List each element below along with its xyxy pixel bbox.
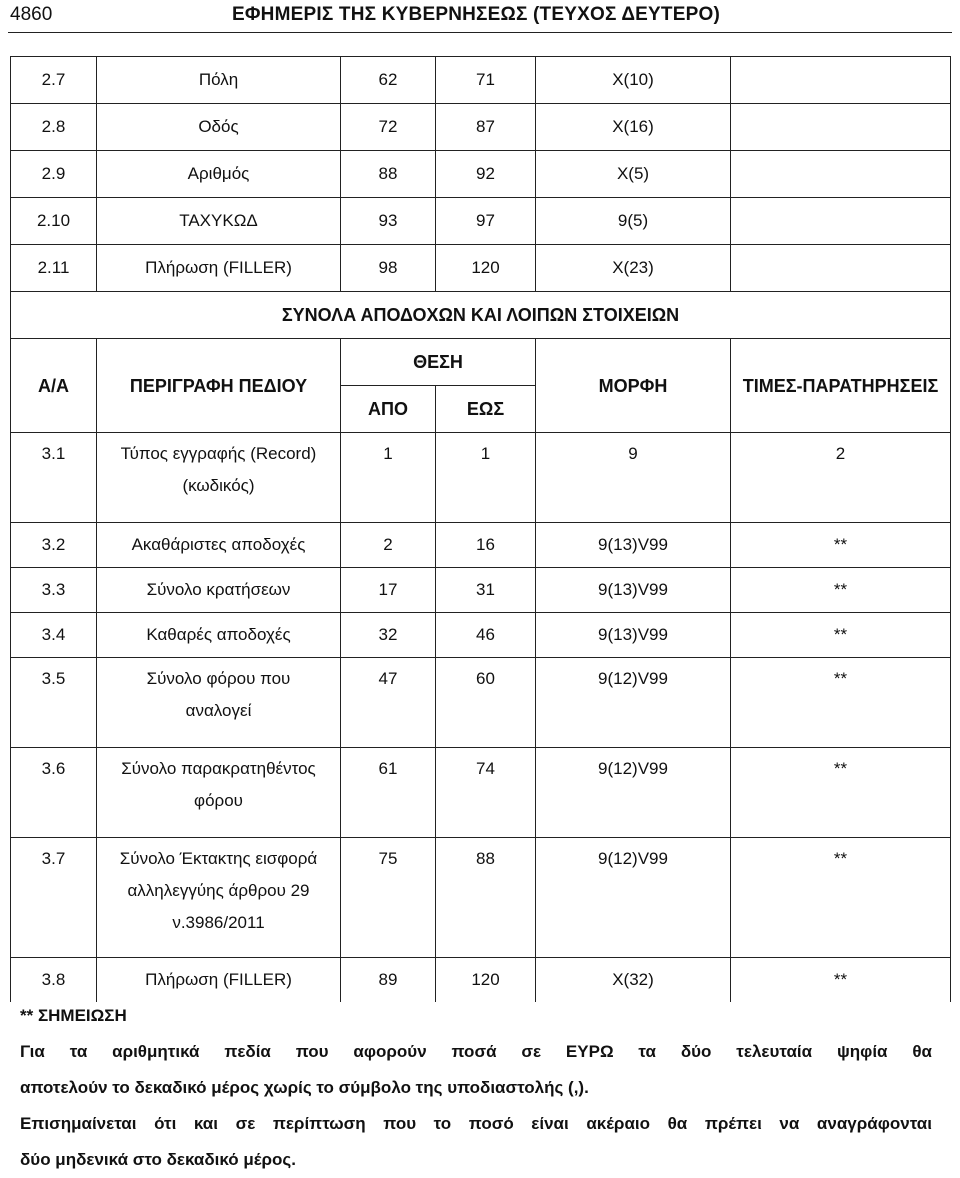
field-notes xyxy=(731,104,951,151)
table-row xyxy=(11,838,951,958)
field-notes xyxy=(731,57,951,104)
position-from: 47 xyxy=(341,658,436,748)
field-format: Χ(16) xyxy=(536,104,731,151)
row-number: 2.7 xyxy=(11,57,97,104)
row-number: 2.9 xyxy=(11,151,97,198)
column-header-format: ΜΟΡΦΗ xyxy=(536,339,731,433)
column-header-from: ΑΠΟ xyxy=(341,386,436,433)
field-notes: ** xyxy=(731,748,951,838)
table-row xyxy=(11,245,951,292)
position-to: 1 xyxy=(436,433,536,523)
field-description: Καθαρές αποδοχές xyxy=(97,613,341,658)
position-from: 2 xyxy=(341,523,436,568)
table-row xyxy=(11,198,951,245)
field-format: 9(13)V99 xyxy=(536,568,731,613)
table-row xyxy=(11,568,951,613)
field-description: Αριθμός xyxy=(97,151,341,198)
position-from: 17 xyxy=(341,568,436,613)
field-format: 9(13)V99 xyxy=(536,613,731,658)
page-header xyxy=(0,0,960,34)
field-format: 9(12)V99 xyxy=(536,748,731,838)
field-description: Πλήρωση (FILLER) xyxy=(97,245,341,292)
position-to: 87 xyxy=(436,104,536,151)
description-line: Τύπος εγγραφής (Record) xyxy=(120,444,317,463)
description-line: φόρου xyxy=(194,791,243,810)
position-from: 88 xyxy=(341,151,436,198)
position-to: 16 xyxy=(436,523,536,568)
field-spec-table xyxy=(10,56,951,1002)
position-from: 61 xyxy=(341,748,436,838)
description-line: αλληλεγγύης άρθρου 29 xyxy=(127,881,310,900)
field-format: Χ(5) xyxy=(536,151,731,198)
row-number: 2.11 xyxy=(11,245,97,292)
row-number: 2.10 xyxy=(11,198,97,245)
row-number: 3.1 xyxy=(11,433,97,523)
position-to: 120 xyxy=(436,245,536,292)
position-from: 72 xyxy=(341,104,436,151)
row-number: 3.4 xyxy=(11,613,97,658)
row-number: 3.5 xyxy=(11,658,97,748)
notes-heading: ** ΣΗΜΕΙΩΣΗ xyxy=(20,1006,127,1025)
position-to: 97 xyxy=(436,198,536,245)
description-line: αναλογεί xyxy=(185,701,252,720)
field-notes: ** xyxy=(731,613,951,658)
field-format: Χ(10) xyxy=(536,57,731,104)
field-description xyxy=(97,838,341,958)
table-row xyxy=(11,57,951,104)
field-description xyxy=(97,433,341,523)
field-notes xyxy=(731,198,951,245)
note-paragraph: αποτελούν το δεκαδικό μέρος χωρίς το σύμβολο της υποδιαστολής (,). xyxy=(20,1078,589,1097)
note-paragraph: Επισημαίνεται ότι και σε περίπτωση που το ποσό είναι ακέραιο θα πρέπει να αναγράφονται xyxy=(20,1114,932,1133)
table-row xyxy=(11,151,951,198)
position-from: 98 xyxy=(341,245,436,292)
field-description xyxy=(97,748,341,838)
row-number: 2.8 xyxy=(11,104,97,151)
table-row xyxy=(11,523,951,568)
field-format: 9(12)V99 xyxy=(536,838,731,958)
field-description: Σύνολο κρατήσεων xyxy=(97,568,341,613)
field-notes: ** xyxy=(731,568,951,613)
column-header-no: Α/Α xyxy=(11,339,97,433)
note-paragraph: Για τα αριθμητικά πεδία που αφορούν ποσά σε ΕΥΡΩ τα δύο τελευταία ψηφία θα xyxy=(20,1042,932,1061)
position-from: 89 xyxy=(341,958,436,1003)
position-to: 92 xyxy=(436,151,536,198)
table-row xyxy=(11,748,951,838)
header-rule xyxy=(8,32,952,33)
position-from: 75 xyxy=(341,838,436,958)
column-header-notes: ΤΙΜΕΣ-ΠΑΡΑΤΗΡΗΣΕΙΣ xyxy=(731,339,951,433)
field-description: Πλήρωση (FILLER) xyxy=(97,958,341,1003)
field-format: 9(13)V99 xyxy=(536,523,731,568)
field-notes xyxy=(731,245,951,292)
field-description: Ακαθάριστες αποδοχές xyxy=(97,523,341,568)
field-notes: ** xyxy=(731,838,951,958)
field-description: Πόλη xyxy=(97,57,341,104)
column-header-to: ΕΩΣ xyxy=(436,386,536,433)
position-to: 120 xyxy=(436,958,536,1003)
section-title-row xyxy=(11,292,951,339)
field-notes: ** xyxy=(731,958,951,1003)
description-line: Σύνολο φόρου που xyxy=(146,669,291,688)
position-from: 32 xyxy=(341,613,436,658)
field-notes xyxy=(731,151,951,198)
position-to: 88 xyxy=(436,838,536,958)
page-number: 4860 xyxy=(10,4,53,25)
row-number: 3.2 xyxy=(11,523,97,568)
table-row xyxy=(11,958,951,1003)
row-number: 3.8 xyxy=(11,958,97,1003)
section-title: ΣΥΝΟΛΑ ΑΠΟΔΟΧΩΝ ΚΑΙ ΛΟΙΠΩΝ ΣΤΟΙΧΕΙΩΝ xyxy=(11,292,951,339)
position-to: 60 xyxy=(436,658,536,748)
row-number: 3.6 xyxy=(11,748,97,838)
position-from: 62 xyxy=(341,57,436,104)
position-to: 31 xyxy=(436,568,536,613)
position-from: 93 xyxy=(341,198,436,245)
field-notes: ** xyxy=(731,523,951,568)
table-row xyxy=(11,104,951,151)
gazette-title: ΕΦΗΜΕΡΙΣ ΤΗΣ ΚΥΒΕΡΝΗΣΕΩΣ (ΤΕΥΧΟΣ ΔΕΥΤΕΡΟ) xyxy=(232,4,720,25)
field-description xyxy=(97,658,341,748)
row-number: 3.3 xyxy=(11,568,97,613)
row-number: 3.7 xyxy=(11,838,97,958)
table-row xyxy=(11,433,951,523)
column-header-description: ΠΕΡΙΓΡΑΦΗ ΠΕΔΙΟΥ xyxy=(97,339,341,433)
table-row xyxy=(11,658,951,748)
note-paragraph: δύο μηδενικά στο δεκαδικό μέρος. xyxy=(20,1150,296,1169)
description-line: Σύνολο Έκτακτης εισφορά xyxy=(119,849,318,868)
field-notes: 2 xyxy=(731,433,951,523)
position-from: 1 xyxy=(341,433,436,523)
field-format: 9 xyxy=(536,433,731,523)
column-header-position: ΘΕΣΗ xyxy=(341,339,536,386)
description-line: ν.3986/2011 xyxy=(172,913,265,932)
column-header-row xyxy=(11,339,951,386)
field-description: ΤΑΧΥΚΩΔ xyxy=(97,198,341,245)
table-row xyxy=(11,613,951,658)
field-format: 9(12)V99 xyxy=(536,658,731,748)
position-to: 74 xyxy=(436,748,536,838)
position-to: 71 xyxy=(436,57,536,104)
field-description: Οδός xyxy=(97,104,341,151)
position-to: 46 xyxy=(436,613,536,658)
field-format: Χ(32) xyxy=(536,958,731,1003)
notes-section xyxy=(20,998,932,1178)
field-format: Χ(23) xyxy=(536,245,731,292)
description-line: (κωδικός) xyxy=(182,476,255,495)
field-format: 9(5) xyxy=(536,198,731,245)
description-line: Σύνολο παρακρατηθέντος xyxy=(121,759,316,778)
field-notes: ** xyxy=(731,658,951,748)
